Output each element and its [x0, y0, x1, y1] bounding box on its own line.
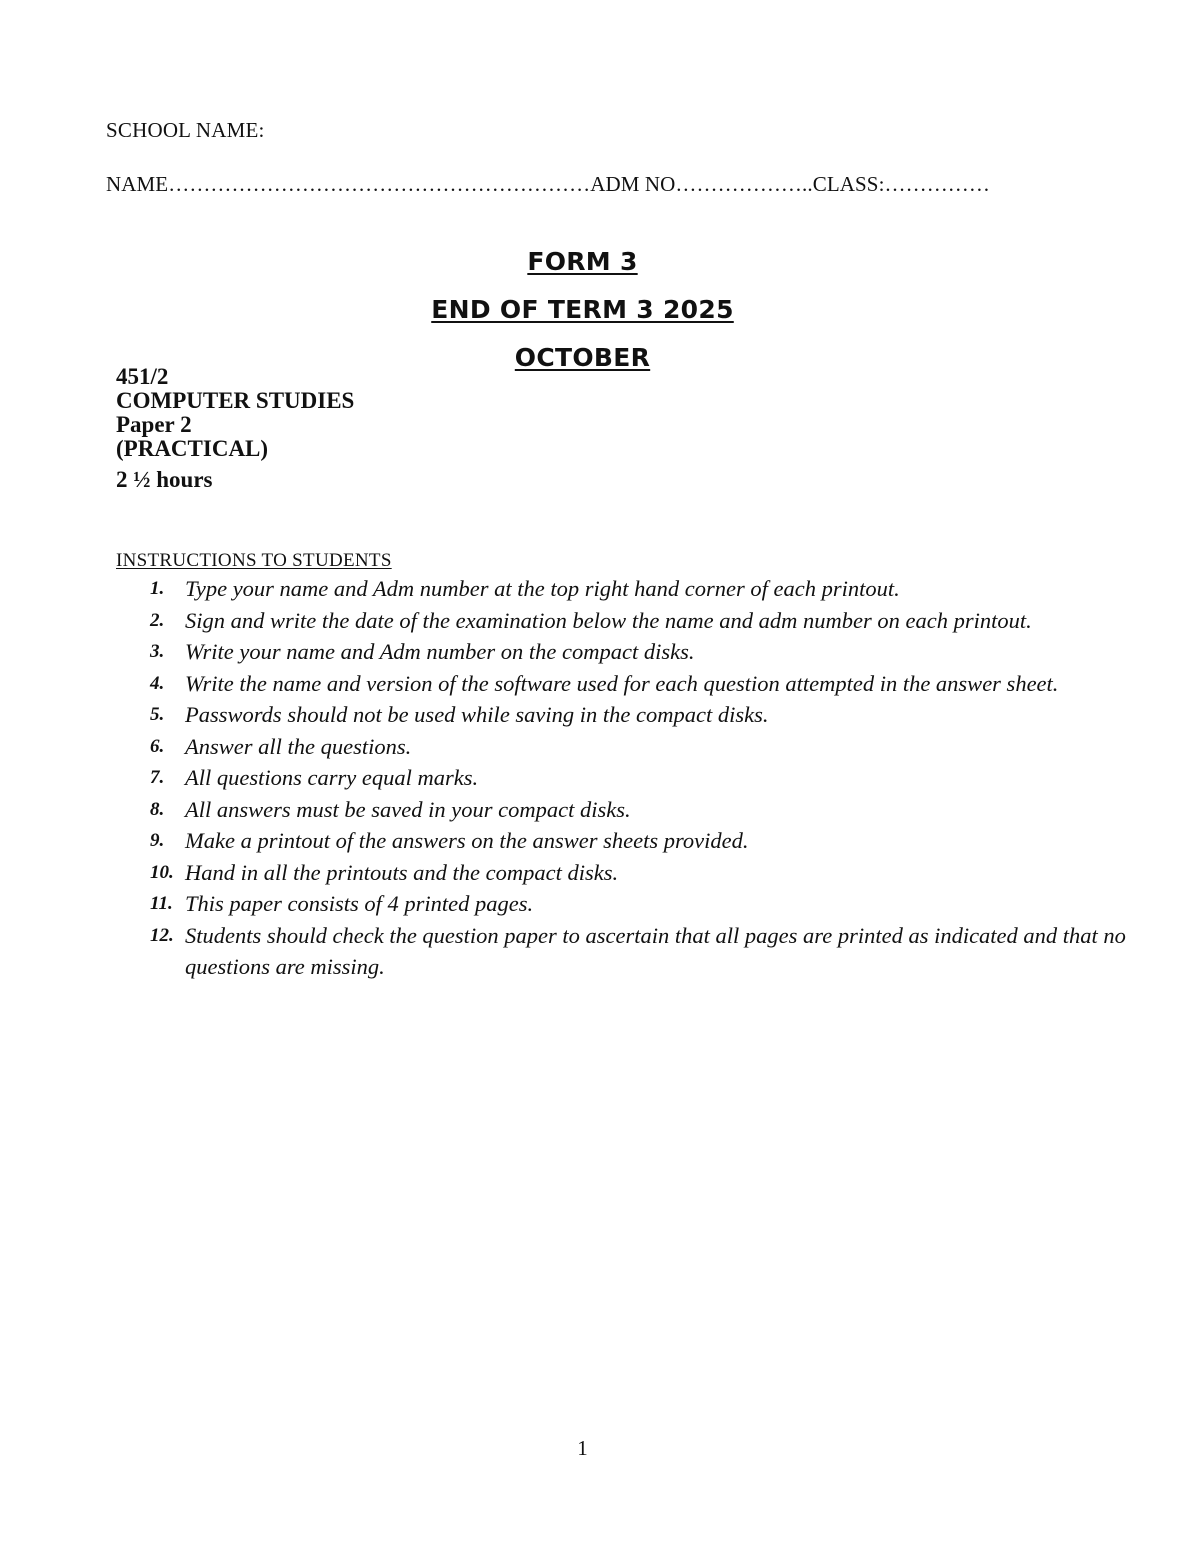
list-item [150, 920, 1140, 983]
school-name-label: SCHOOL NAME: [106, 118, 265, 142]
item-number: 8. [150, 798, 165, 820]
paper-code: 451/2 [116, 364, 169, 389]
item-text: This paper consists of 4 printed pages. [185, 891, 534, 916]
list-item [150, 668, 1140, 700]
list-item [150, 699, 1140, 731]
item-text: Make a printout of the answers on the answer sheets provided. [185, 828, 749, 853]
instructions-list [150, 573, 1140, 983]
page-number: 1 [577, 1436, 588, 1460]
paper-number: Paper 2 [116, 412, 192, 437]
item-number: 7. [150, 767, 165, 788]
instructions-title: INSTRUCTIONS TO STUDENTS [116, 550, 392, 571]
item-text: Type your name and Adm number at the top right hand corner of each printout. [185, 576, 900, 601]
item-text: Write the name and version of the software used for each question attempted in the answer sheet. [185, 670, 1059, 696]
item-text: All questions carry equal marks. [185, 765, 479, 790]
list-item [150, 888, 1140, 920]
item-number: 2. [150, 609, 165, 631]
list-item [150, 731, 1140, 763]
item-number: 3. [150, 641, 165, 662]
list-item [150, 605, 1140, 637]
paper-info [116, 365, 354, 492]
item-number: 11. [150, 893, 173, 914]
item-number: 9. [150, 830, 165, 851]
list-item [150, 825, 1140, 857]
item-number: 10. [150, 861, 174, 883]
paper-type: (PRACTICAL) [116, 436, 269, 461]
month-heading: OCTOBER [514, 343, 651, 372]
item-text: Sign and write the date of the examination below the name and adm number on each printout. [185, 607, 1032, 633]
list-item [150, 573, 1140, 605]
item-text: Answer all the questions. [185, 733, 412, 759]
item-text: All answers must be saved in your compact disks. [185, 796, 631, 822]
name-adm-class-line: NAME……………………………………………………ADM NO………………..CLASS:…………… [106, 172, 991, 196]
item-text: Students should check the question paper to ascertain that all pages are printed as indicated and that no questions are missing. [185, 922, 1126, 979]
term-heading: END OF TERM 3 2025 [431, 295, 734, 324]
item-text: Hand in all the printouts and the compact disks. [185, 859, 619, 885]
item-number: 5. [150, 704, 165, 725]
item-number: 6. [150, 735, 165, 757]
list-item [150, 762, 1140, 794]
item-number: 1. [150, 578, 165, 599]
exam-headings [0, 238, 1165, 382]
item-number: 4. [150, 672, 165, 694]
item-text: Write your name and Adm number on the compact disks. [185, 639, 695, 664]
item-text: Passwords should not be used while saving in the compact disks. [185, 702, 769, 727]
list-item [150, 857, 1140, 889]
list-item [150, 794, 1140, 826]
paper-duration: 2 ½ hours [116, 467, 213, 492]
list-item [150, 636, 1140, 668]
form-heading: FORM 3 [527, 247, 638, 276]
item-number: 12. [150, 924, 174, 946]
subject-name: COMPUTER STUDIES [116, 388, 355, 413]
